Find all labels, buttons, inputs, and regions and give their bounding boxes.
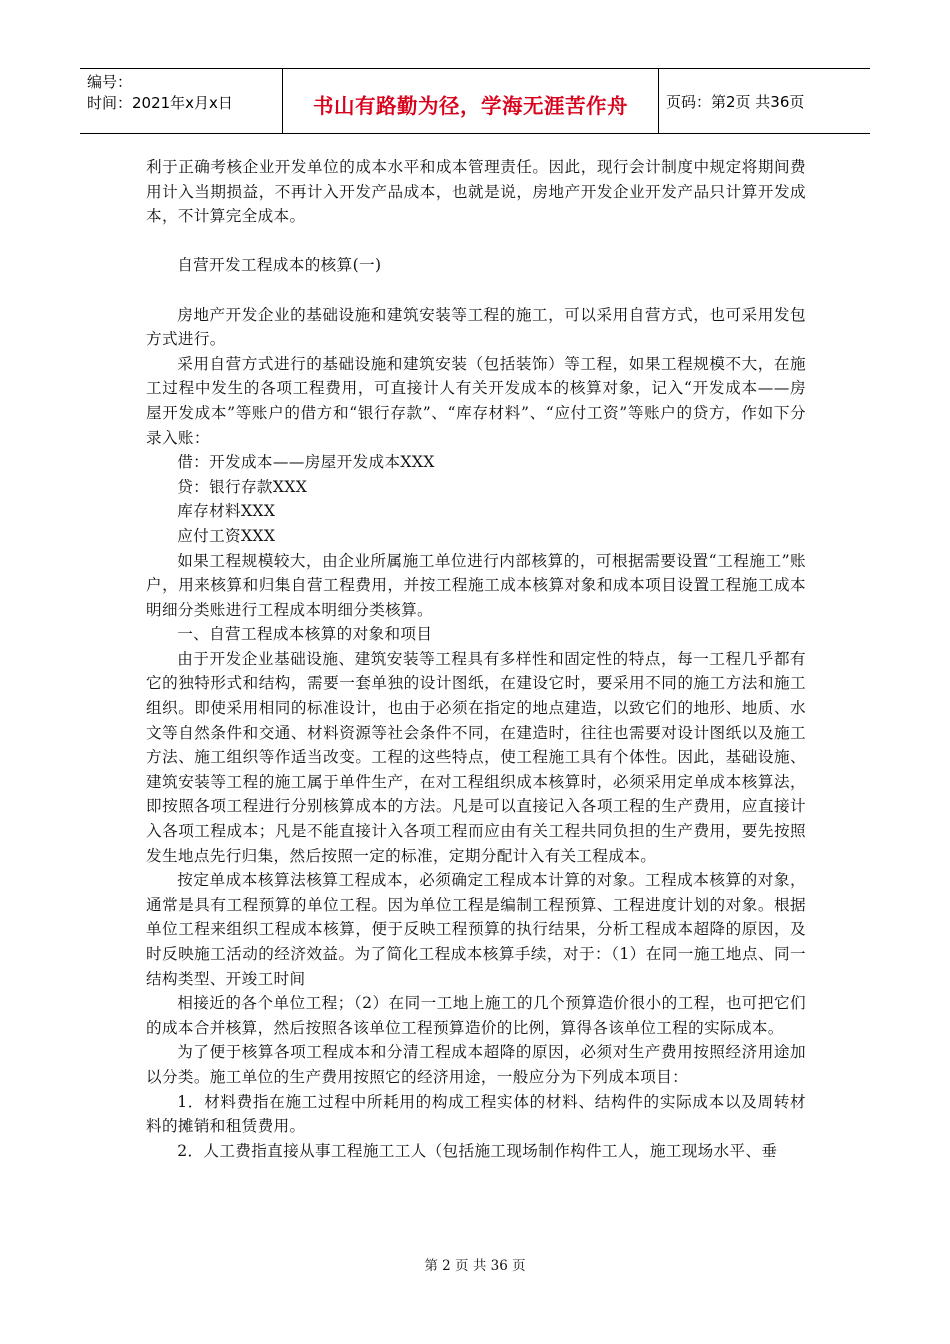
- journal-entry-credit: 应付工资XXX: [177, 526, 276, 545]
- body-paragraph: 由于开发企业基础设施、建筑安装等工程具有多样性和固定性的特点，每一工程几乎都有它的独特形式和结构，需要一套单独的设计图纸，在建设它时，要采用不同的施工方法和施工组织。即使采用相同的标准设计，也由于必须在指定的地点建造，以致它们的地形、地质、水文等自然条件和交通、材料资源等社会条件不同，在建造时，往往也需要对设计图纸以及施工方法、施工组织等作适当改变。工程的这些特点，使工程施工具有个体性。因此，基础设施、建筑安装等工程的施工属于单件生产，在对工程组织成本核算时，必须采用定单成本核算法，即按照各项工程进行分别核算成本的方法。凡是可以直接记入各项工程的生产费用，应直接计入各项工程成本；凡是不能直接计入各项工程而应由有关工程共同负担的生产费用，要先按照发生地点先行归集，然后按照一定的标准，定期分配计入有关工程成本。: [146, 649, 806, 865]
- document-number-label: 编号：: [87, 73, 133, 91]
- body-paragraph: 如果工程规模较大，由企业所属施工单位进行内部核算的，可根据需要设置“工程施工”账户，用来核算和归集自营工程费用，并按工程施工成本核算对象和成本项目设置工程施工成本明细分类账进行工程成本明细分类核算。: [146, 551, 806, 619]
- journal-entry-credit: 贷：银行存款XXX: [177, 477, 308, 496]
- journal-entry-debit: 借：开发成本——房屋开发成本XXX: [177, 453, 435, 472]
- section-heading: 一、自营工程成本核算的对象和项目: [177, 625, 433, 644]
- cost-item: 1．材料费指在施工过程中所耗用的构成工程实体的材料、结构件的实际成本以及周转材料的摊销和租赁费用。: [146, 1092, 806, 1136]
- body-paragraph: 利于正确考核企业开发单位的成本水平和成本管理责任。因此，现行会计制度中规定将期间费用计入当期损益，不再计入开发产品成本，也就是说，房地产开发企业开发产品只计算开发成本，不计算完全成本。: [146, 158, 806, 226]
- body-paragraph: 房地产开发企业的基础设施和建筑安装等工程的施工，可以采用自营方式，也可采用发包方式进行。: [146, 305, 806, 349]
- cost-item: 2．人工费指直接从事工程施工工人（包括施工现场制作构件工人，施工现场水平、垂: [177, 1141, 778, 1160]
- document-time-label: 时间：2021年x月x日: [87, 94, 233, 112]
- paragraph-spacer: [146, 278, 806, 303]
- header-meta-cell: [80, 69, 283, 133]
- document-body: [146, 155, 806, 1163]
- body-paragraph: 相接近的各个单位工程；（2）在同一工地上施工的几个预算造价很小的工程，也可把它们的成本合并核算，然后按照各该单位工程预算造价的比例，算得各该单位工程的实际成本。: [146, 994, 806, 1037]
- body-paragraph: 为了便于核算各项工程成本和分清工程成本超降的原因，必须对生产费用按照经济用途加以分类。施工单位的生产费用按照它的经济用途，一般应分为下列成本项目：: [146, 1043, 806, 1086]
- body-paragraph: 按定单成本核算法核算工程成本，必须确定工程成本计算的对象。工程成本核算的对象，通常是具有工程预算的单位工程。因为单位工程是编制工程预算、工程进度计划的对象。根据单位工程来组织工程成本核算，便于反映工程预算的执行结果，分析工程成本超降的原因，及时反映施工活动的经济效益。为了简化工程成本核算手续，对于：（1）在同一施工地点、同一结构类型、开竣工时间: [146, 871, 806, 988]
- paragraph-spacer: [146, 229, 806, 254]
- page-footer: 第 2 页 共 36 页: [424, 1258, 526, 1274]
- journal-entry-credit: 库存材料XXX: [177, 502, 276, 521]
- header-page-info: 页码：第2页 共36页: [666, 92, 805, 111]
- section-heading: 自营开发工程成本的核算(一): [177, 256, 382, 275]
- header-motto: 书山有路勤为径，学海无涯苦作舟: [283, 69, 659, 133]
- body-paragraph: 采用自营方式进行的基础设施和建筑安装（包括装饰）等工程，如果工程规模不大，在施工过程中发生的各项工程费用，可直接计人有关开发成本的核算对象，记入“开发成本——房屋开发成本”等账户的借方和“银行存款”、“库存材料”、“应付工资”等账户的贷方，作如下分录入账：: [146, 354, 806, 447]
- document-header: [80, 68, 870, 134]
